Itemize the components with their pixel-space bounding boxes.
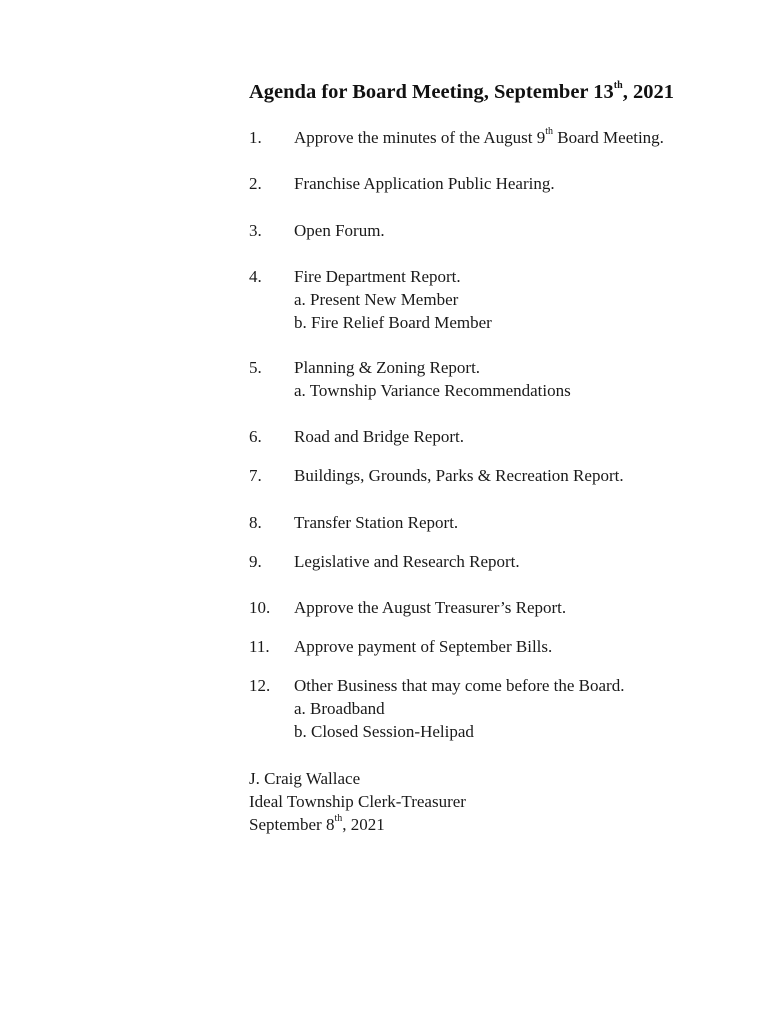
item-number: 3. bbox=[249, 221, 262, 240]
item-number: 6. bbox=[249, 427, 262, 446]
item-number: 2. bbox=[249, 174, 262, 193]
item-number: 12. bbox=[249, 676, 271, 695]
signature-role: Ideal Township Clerk-Treasurer bbox=[249, 792, 466, 811]
item-number: 5. bbox=[249, 358, 262, 377]
item-text: Approve the minutes of the August 9th Board Meeting. bbox=[294, 126, 664, 147]
item-text: Approve payment of September Bills. bbox=[294, 637, 553, 656]
agenda-document bbox=[249, 78, 749, 834]
item-number: 4. bbox=[249, 267, 262, 286]
item-text: Transfer Station Report. bbox=[294, 513, 459, 532]
item-text: Open Forum. bbox=[294, 221, 385, 240]
sub-item: a. Township Variance Recommendations bbox=[294, 381, 571, 400]
item-number: 11. bbox=[249, 637, 270, 656]
item-number: 10. bbox=[249, 598, 271, 617]
item-text: Planning & Zoning Report. bbox=[294, 358, 481, 377]
sub-item: a. Broadband bbox=[294, 699, 385, 718]
item-number: 9. bbox=[249, 552, 262, 571]
item-text: Approve the August Treasurer’s Report. bbox=[294, 598, 567, 617]
sub-item: a. Present New Member bbox=[294, 290, 459, 309]
signature-name: J. Craig Wallace bbox=[249, 769, 361, 788]
item-text: Buildings, Grounds, Parks & Recreation Report. bbox=[294, 466, 624, 485]
agenda-title: Agenda for Board Meeting, September 13th, 2021 bbox=[249, 80, 674, 103]
item-text: Franchise Application Public Hearing. bbox=[294, 174, 555, 193]
item-number: 7. bbox=[249, 466, 262, 485]
item-text: Other Business that may come before the Board. bbox=[294, 676, 625, 695]
sub-item: b. Fire Relief Board Member bbox=[294, 313, 492, 332]
item-number: 1. bbox=[249, 128, 262, 147]
item-text: Fire Department Report. bbox=[294, 267, 461, 286]
sub-item: b. Closed Session-Helipad bbox=[294, 722, 474, 741]
item-number: 8. bbox=[249, 513, 262, 532]
item-text: Legislative and Research Report. bbox=[294, 552, 520, 571]
signature-date: September 8th, 2021 bbox=[249, 813, 385, 834]
item-text: Road and Bridge Report. bbox=[294, 427, 464, 446]
